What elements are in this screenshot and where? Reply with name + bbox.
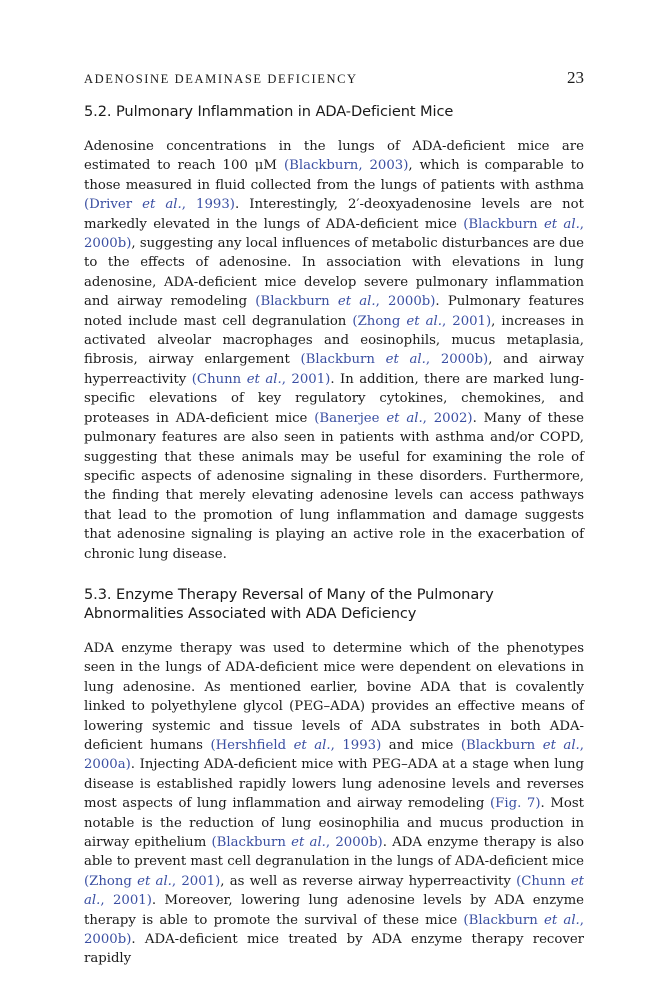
paragraph-text: . Injecting ADA-deficient mice with PEG–ADA at a stage when lung disease is established rapidly lowers lung adenosine levels and reverses most aspects of lung inflammation and airway remodeling [84, 757, 584, 812]
paragraph-text: , increases in activated alveolar macrophages and eosinophils, mucus metaplasia, fibrosis, airway enlargement [84, 313, 584, 368]
paragraph-text: . Most notable is the reduction of lung eosinophilia and mucus production in airway epithelium [84, 796, 584, 850]
paragraph-text: , which is comparable to those measured in fluid collected from the lungs of patients with asthma [84, 158, 584, 193]
paragraph-text: . ADA enzyme therapy is also able to prevent mast cell degranulation in the lungs of ADA-deficient mice [84, 835, 584, 870]
citation-link[interactable]: (Zhong et al., 2001) [84, 873, 221, 889]
paragraph-text: . ADA-deficient mice treated by ADA enzyme therapy recover rapidly [84, 932, 584, 967]
citation-link[interactable]: (Blackburn et al., 2000b) [84, 216, 585, 252]
citation-link[interactable]: (Chunn et al., 2001) [84, 873, 584, 909]
running-head [84, 68, 584, 92]
citation-link[interactable]: (Blackburn, 2003) [283, 158, 409, 174]
citation-link[interactable]: (Hershfield et al., 1993) [210, 737, 382, 753]
paragraph-text: . In addition, there are marked lung-specific elevations of key regulatory cytokines, chemokines, and proteases in ADA-deficient mice [84, 371, 584, 426]
paragraph-text: and mice [381, 737, 461, 753]
page-number: 23 [567, 68, 584, 87]
citation-link[interactable]: (Banerjee et al., 2002) [314, 410, 473, 426]
paragraph-text: Adenosine concentrations in the lungs of ADA-deficient mice are estimated to reach 100 μM [84, 139, 584, 174]
citation-link[interactable]: (Blackburn et al., 2000b) [300, 352, 489, 368]
citation-link[interactable]: (Zhong et al., 2001) [352, 313, 492, 329]
paragraph-text: , suggesting any local influences of metabolic disturbances are due to the effects of adenosine. In association with elevations in lung adenosine, ADA-deficient mice develop severe pulmonary inflammation and airway remodeling [84, 236, 584, 310]
section-heading-5-2: 5.2. Pulmonary Inflammation in ADA-Deficient Mice [84, 103, 454, 120]
paragraph-text: , as well as reverse airway hyperreactivity [220, 873, 517, 889]
paragraph-text: . Pulmonary features noted include mast cell degranulation [84, 294, 584, 329]
paragraph-text: . Moreover, lowering lung adenosine levels by ADA enzyme therapy is able to promote the survival of these mice [84, 893, 584, 928]
paragraph-text: . Interestingly, 2′-deoxyadenosine levels are not markedly elevated in the lungs of ADA-deficient mice [84, 197, 584, 232]
citation-link[interactable]: (Driver et al., 1993) [84, 197, 235, 213]
citation-link[interactable]: (Blackburn et al., 2000b) [84, 912, 584, 948]
body-paragraph [84, 137, 584, 564]
paragraph-text: . Many of these pulmonary features are also seen in patients with asthma and/or COPD, suggesting that these animals may be useful for examining the role of specific aspects of adenosine signaling in these disorders. Furthermore, the finding that merely elevating adenosine levels can access pathways that lead to the promotion of lung inflammation and damage suggests that adenosine signaling is playing an active role in the exacerbation of chronic lung disease. [84, 410, 584, 562]
page [84, 68, 584, 969]
body-paragraph [84, 639, 584, 969]
citation-link[interactable]: (Blackburn et al., 2000b) [211, 835, 383, 850]
citation-link[interactable]: (Blackburn et al., 2000b) [255, 294, 436, 310]
section-heading-5-3: 5.3. Enzyme Therapy Reversal of Many of the Pulmonary Abnormalities Associated with ADA Deficiency [84, 585, 494, 622]
citation-link[interactable]: (Fig. 7) [490, 796, 541, 812]
citation-link[interactable]: (Chunn et al., 2001) [191, 371, 331, 387]
citation-link[interactable]: (Blackburn et al., 2000a) [84, 737, 584, 773]
paragraph-text: ADA enzyme therapy was used to determine which of the phenotypes seen in the lungs of ADA-deficient mice were dependent on elevations in lung adenosine. As mentioned earlier, bovine ADA that is covalently linked to polyethylene glycol (PEG–ADA) provides an effective means of lowering systemic and tissue levels of ADA substrates in both ADA-deficient humans [84, 640, 584, 753]
paragraph-text: , and airway hyperreactivity [84, 352, 584, 387]
running-head-title: ADENOSINE DEAMINASE DEFICIENCY [84, 72, 358, 86]
